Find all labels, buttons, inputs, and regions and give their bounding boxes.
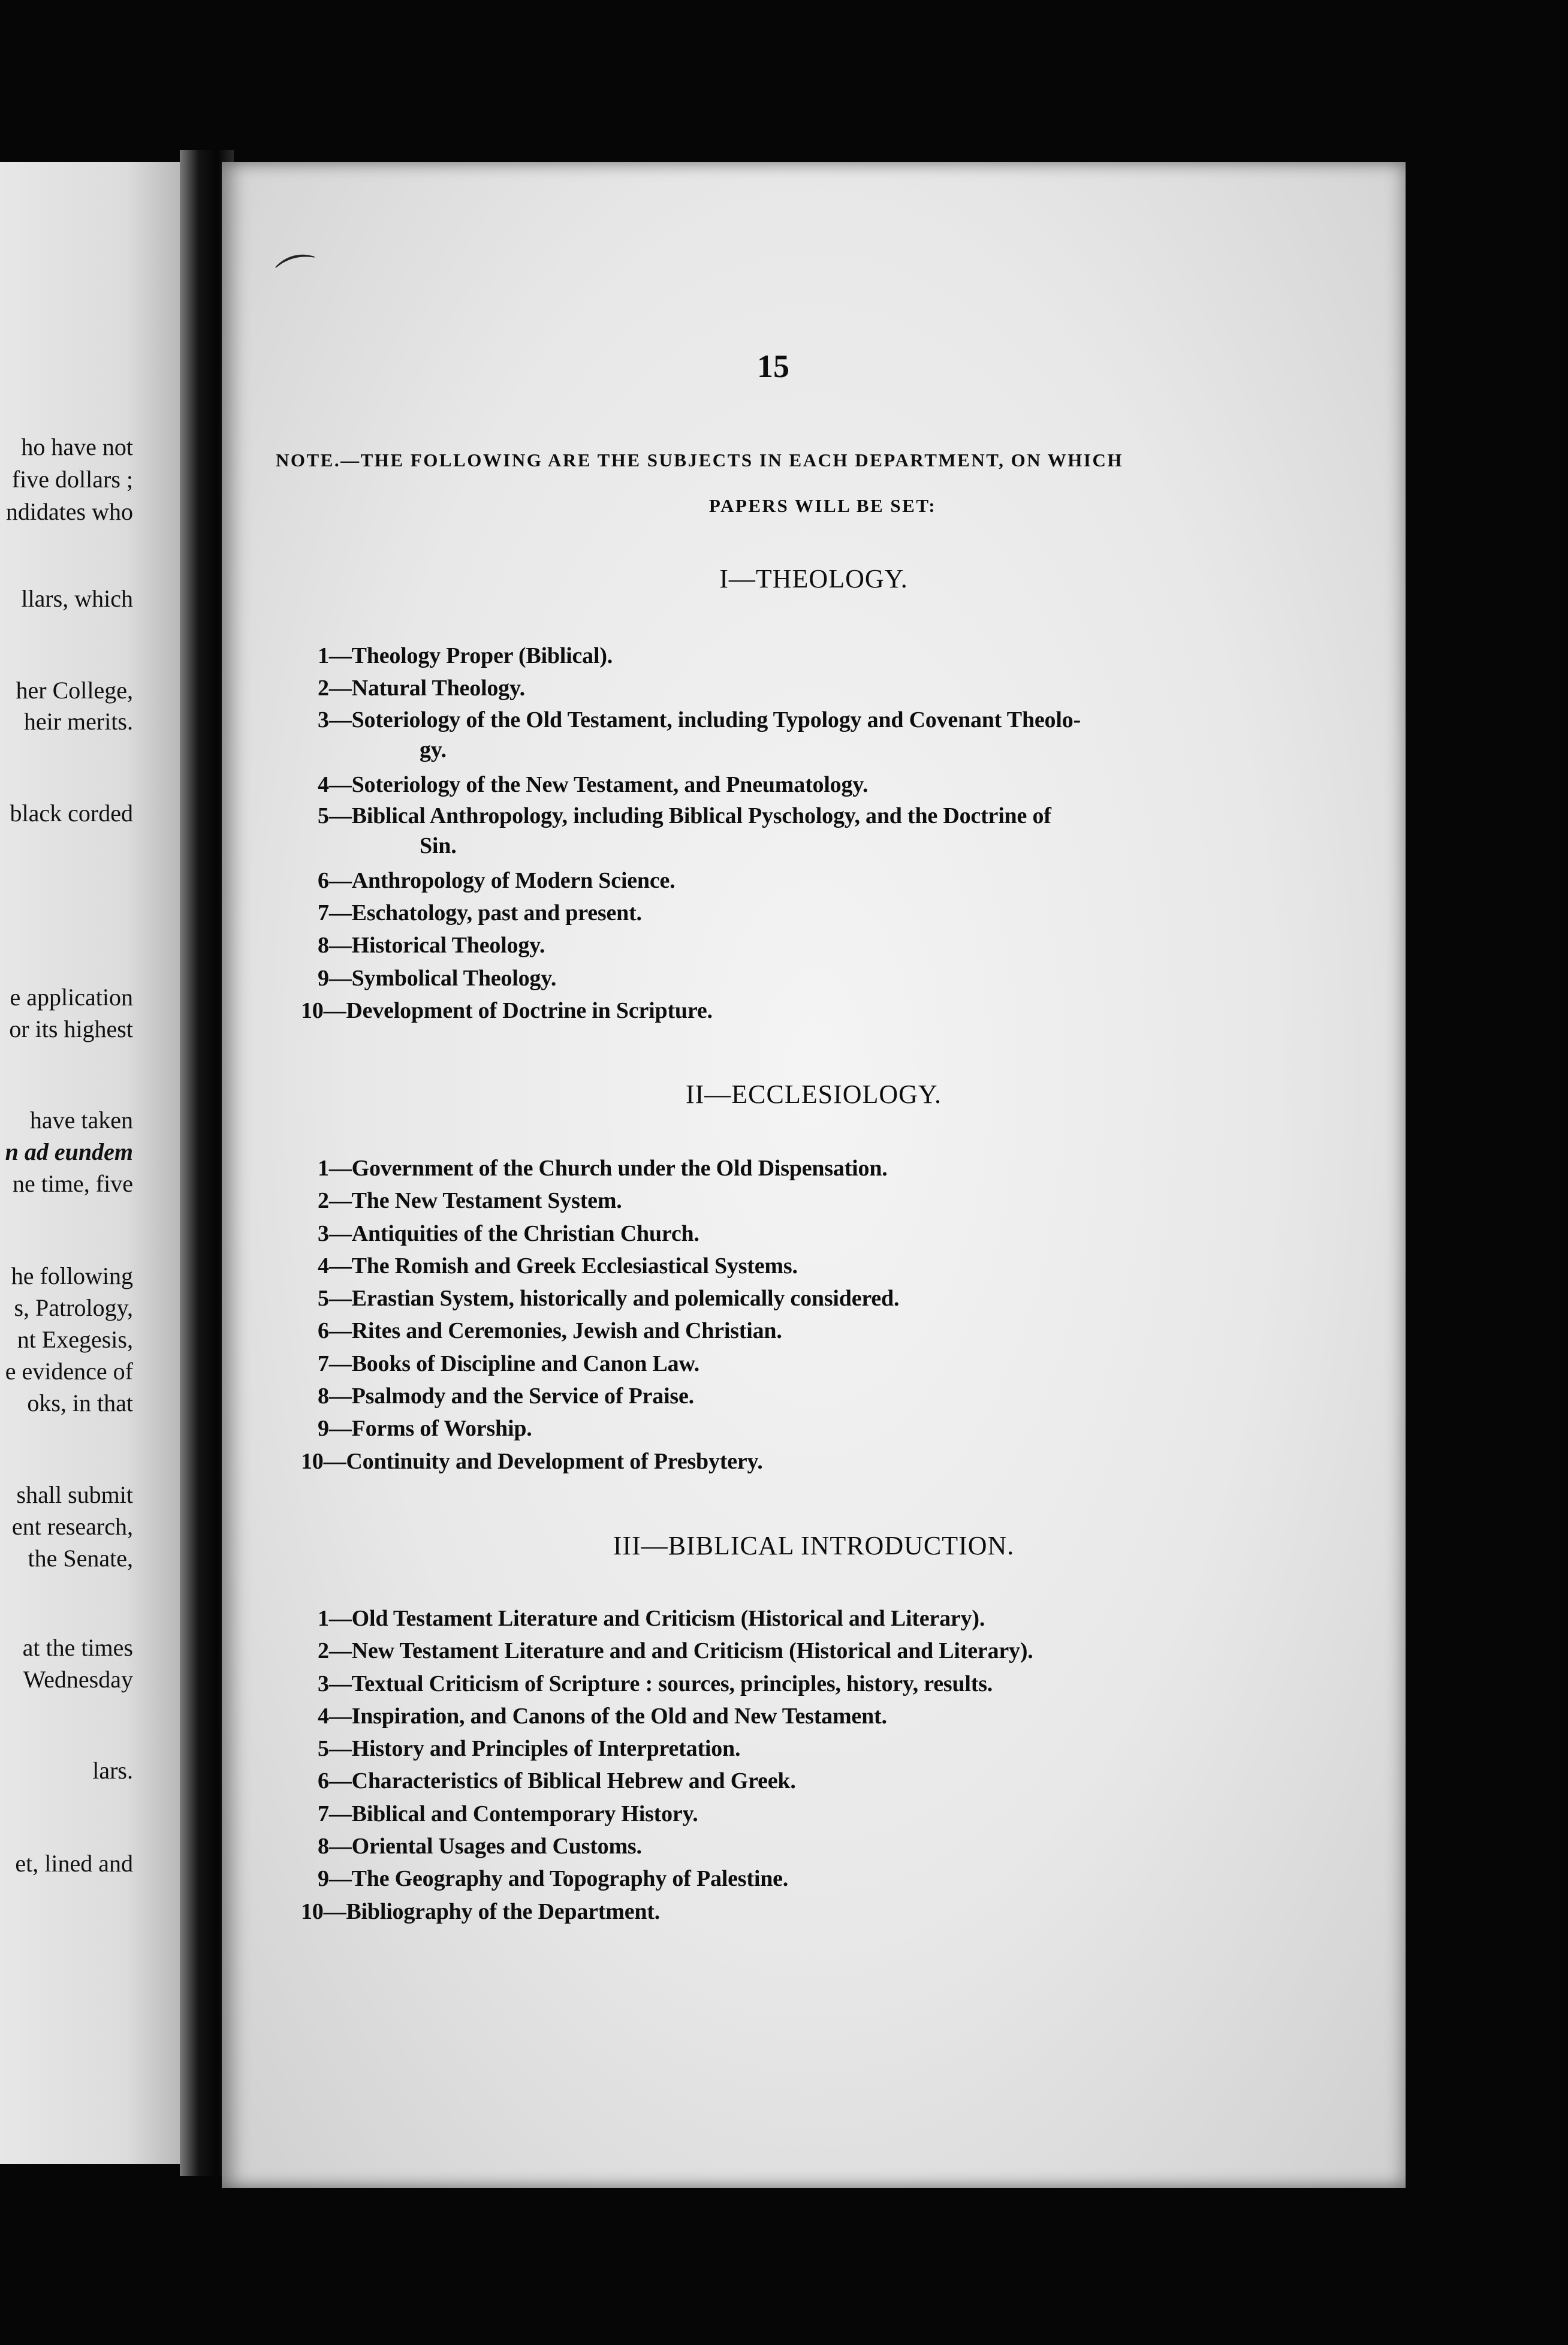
- list-item: 5—Erastian System, historically and polemically considered.: [318, 1286, 900, 1312]
- left-page-line: et, lined and: [15, 1850, 133, 1877]
- list-item: 7—Eschatology, past and present.: [318, 900, 642, 926]
- subject-list: [301, 640, 1415, 1027]
- list-item: 8—Historical Theology.: [318, 933, 545, 959]
- list-item: 9—The Geography and Topography of Palestine.: [318, 1866, 789, 1892]
- left-page-line: ne time, five: [12, 1170, 133, 1197]
- section-heading: III—BIBLICAL INTRODUCTION.: [613, 1531, 1015, 1560]
- left-page-line: or its highest: [9, 1015, 133, 1042]
- list-item: 6—Rites and Ceremonies, Jewish and Christian.: [318, 1318, 782, 1344]
- section-heading: I—THEOLOGY.: [719, 564, 908, 593]
- list-item: 10—Development of Doctrine in Scripture.: [301, 998, 713, 1024]
- left-page-line: e evidence of: [5, 1358, 133, 1385]
- list-item: 7—Biblical and Contemporary History.: [318, 1801, 698, 1826]
- subject-list: [301, 1602, 1415, 1928]
- left-page-line: have taken: [29, 1107, 133, 1134]
- left-page-line: ndidates who: [5, 498, 133, 525]
- left-page-line: Wednesday: [23, 1666, 133, 1693]
- list-item: 4—Soteriology of the New Testament, and Pneumatology.: [318, 771, 869, 797]
- left-page-line: at the times: [22, 1634, 133, 1661]
- left-page-line: five dollars ;: [11, 466, 133, 493]
- list-item: 7—Books of Discipline and Canon Law.: [318, 1351, 699, 1376]
- list-item: 8—Psalmody and the Service of Praise.: [318, 1384, 694, 1409]
- list-item: 10—Bibliography of the Department.: [301, 1898, 661, 1924]
- list-item: 4—The Romish and Greek Ecclesiastical Systems.: [318, 1253, 798, 1279]
- left-page-line: heir merits.: [23, 708, 133, 735]
- list-item: 2—The New Testament System.: [318, 1188, 622, 1214]
- left-page-line: llars, which: [21, 585, 133, 612]
- left-page-line: ent research,: [11, 1513, 133, 1540]
- note-line: PAPERS WILL BE SET:: [708, 495, 937, 516]
- page-number: 15: [757, 348, 789, 384]
- left-page-fragment: [0, 162, 180, 2164]
- list-item: 3—Soteriology of the Old Testament, including Typology and Covenant Theolo- gy.: [318, 707, 1081, 762]
- subject-list: [301, 1152, 1415, 1478]
- left-page-line: ho have not: [21, 433, 133, 460]
- printed-page: [222, 162, 1406, 2188]
- list-item: 1—Theology Proper (Biblical).: [318, 643, 613, 668]
- left-page-line: e application: [10, 984, 133, 1011]
- left-page-line: lars.: [92, 1757, 133, 1784]
- list-item: 3—Textual Criticism of Scripture : sources, principles, history, results.: [318, 1671, 993, 1696]
- list-item: 1—Government of the Church under the Old Dispensation.: [318, 1156, 888, 1181]
- left-page-line: nt Exegesis,: [17, 1326, 133, 1353]
- left-page-line: black corded: [10, 800, 133, 827]
- pencil-mark: ⌒: [272, 247, 325, 306]
- note-line: NOTE.—THE FOLLOWING ARE THE SUBJECTS IN EACH DEPARTMENT, ON WHICH: [276, 450, 1123, 471]
- list-item: 6—Anthropology of Modern Science.: [318, 867, 676, 893]
- list-item: 6—Characteristics of Biblical Hebrew and Greek.: [318, 1768, 796, 1794]
- list-item: 3—Antiquities of the Christian Church.: [318, 1220, 699, 1246]
- list-item: 2—Natural Theology.: [318, 676, 525, 701]
- list-item: 2—New Testament Literature and and Criticism (Historical and Literary).: [318, 1638, 1033, 1664]
- list-item: 1—Old Testament Literature and Criticism (Historical and Literary).: [318, 1606, 985, 1631]
- list-item: 9—Symbolical Theology.: [318, 965, 557, 991]
- list-item: 10—Continuity and Development of Presbytery.: [301, 1448, 763, 1474]
- left-page-line: he following: [11, 1262, 133, 1289]
- list-item: 5—History and Principles of Interpretation.: [318, 1736, 741, 1762]
- list-item: 8—Oriental Usages and Customs.: [318, 1834, 642, 1859]
- left-page-line: n ad eundem: [5, 1138, 133, 1165]
- left-page-line: s, Patrology,: [14, 1294, 133, 1321]
- list-item: 5—Biblical Anthropology, including Biblical Pyschology, and the Doctrine of Sin.: [318, 803, 1051, 858]
- left-page-line: her College,: [16, 677, 133, 704]
- list-item: 4—Inspiration, and Canons of the Old and New Testament.: [318, 1703, 887, 1729]
- note-heading: [276, 438, 1418, 529]
- left-page-line: the Senate,: [28, 1545, 133, 1572]
- list-item: 9—Forms of Worship.: [318, 1416, 532, 1442]
- left-page-line: shall submit: [16, 1481, 133, 1508]
- left-page-line: oks, in that: [27, 1389, 133, 1416]
- section-heading: II—ECCLESIOLOGY.: [685, 1080, 942, 1109]
